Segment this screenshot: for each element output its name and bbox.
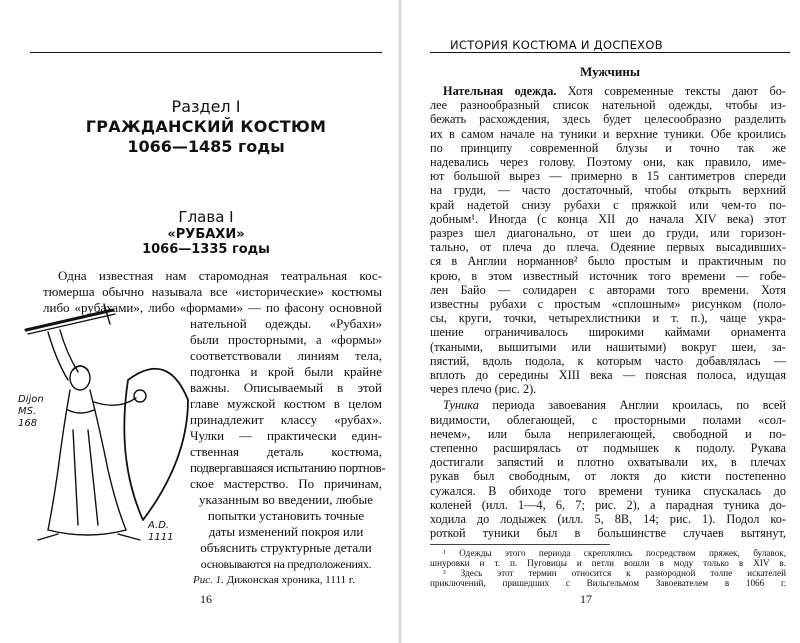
body-line: ходила до лодыжек (илл. 5, 8B, 14; рис. 1). Подол ко- — [430, 512, 786, 526]
figure-signature-bottom: A.D. 1111 — [148, 520, 174, 543]
body-line: даты изменений покроя или — [208, 524, 364, 539]
chapter-title: «РУБАХИ» — [167, 227, 245, 242]
body-line: Чулки — практически един- — [190, 428, 382, 443]
body-line: на груди, — часто достаточный, чтобы открыть верхний — [430, 183, 786, 198]
body-line: лее разнообразный список нательной одежды, чтобы из- — [430, 98, 786, 113]
body-line: главе мужской костюм в целом — [190, 396, 382, 411]
body-line: сужался. В обиходе того времени туника спускалась до — [430, 483, 786, 498]
body-line: известны рубахи с простым «сплошным» рисунком (поло- — [430, 297, 786, 311]
body-line: либо «рубахами», либо «формами» — по фасону основной — [43, 300, 382, 315]
body-line: принадлежит классу «рубах». — [190, 412, 382, 427]
body-line: соответствовали линиям тела, — [190, 348, 382, 363]
body-line: важны. Описываемый в этой — [190, 380, 382, 395]
body-line: достигали запястий и плотно охватывали их, в плечах — [430, 455, 786, 470]
body-line: подвергавшаяся испытанию портнов- — [190, 460, 386, 475]
body-line: через плечо (рис. 2). — [430, 382, 537, 397]
chapter-years: 1066—1335 годы — [142, 242, 270, 257]
body-line: ское мастерство. По причинам, — [190, 476, 382, 491]
body-line: пястий, вдоль подола, к которым часто добавлялась — — [430, 353, 786, 368]
figure-signature-top: Dijon MS. 168 — [18, 394, 44, 429]
body-line: лен Байо — солидарен с авторами того времени. Хотя — [430, 282, 786, 297]
body-line: Одна известная нам старомодная театральная кос- — [58, 268, 382, 283]
body-line: добным¹. Иногда (с конца XII до начала XIV века) этот — [430, 211, 786, 226]
body-line: ют большой вырез — примерно в 15 сантиметров спереди — [430, 169, 786, 184]
body-line: по принципу современной блузы и точно так же — [430, 140, 786, 155]
body-line: Нательная одежда. Хотя современные тексты дают бо- — [443, 84, 787, 98]
page-number-right: 17 — [580, 592, 592, 607]
lead-term: Нательная одежда. — [443, 84, 557, 98]
figure-caption — [193, 574, 355, 586]
body-line: ся в Англии норманнов² было простым и практичным по — [430, 254, 786, 269]
right-page-rule — [430, 52, 790, 53]
footnote-rule — [430, 544, 610, 545]
body-line: край надетой снизу рубахи с пряжкой или чем-то по- — [430, 197, 786, 212]
body-line: их в самом начале на туники и верхние туники. Обе кроились — [430, 126, 786, 141]
body-line: были просторными, а «формы» — [190, 332, 382, 347]
body-line: разрез шел диагонально, от шеи до груди, или горизон- — [430, 226, 786, 240]
body-line: степенно расширялась от подмышек к подолу. Рукава — [430, 441, 786, 455]
page-number-left: 16 — [200, 592, 212, 607]
body-line: Туника периода завоевания Англии кроилась, по всей — [443, 398, 786, 413]
body-line: роткой туники был в большинстве случаев вытянут, — [430, 526, 786, 541]
section-label: Раздел I — [171, 97, 241, 116]
body-line: вплоть до середины XIII века — поясная полоса, идущая — [430, 368, 786, 382]
body-line: шение ограничивалось широкими каймами орнамента — [430, 325, 786, 340]
running-head: ИСТОРИЯ КОСТЮМА И ДОСПЕХОВ — [450, 38, 663, 52]
body-line: тально, от плеча до плеча. Одеяние первых высадивших- — [430, 240, 786, 255]
body-line: объяснить структурные детали — [200, 540, 372, 555]
section-title: ГРАЖДАНСКИЙ КОСТЮМ — [85, 117, 327, 136]
chapter-label: Глава I — [178, 208, 234, 226]
body-line: основываются на предположениях. — [200, 557, 372, 571]
body-line: крою, в этом известный источник того времени — гобе- — [430, 268, 786, 283]
footnote-line: ² Здесь этот термин относится к разнородной толпе искателей — [443, 568, 786, 579]
body-line: (ткаными, вышитыми или нашитыми) вокруг шеи, за- — [430, 339, 786, 354]
body-line: попытки установить точные — [207, 508, 365, 523]
body-line: рукав был свободным, от локтя до кисти постепенно — [430, 469, 786, 484]
body-line: коленей (илл. 1—4, 6, 7; рис. 2), а парадная туника до- — [430, 497, 786, 512]
body-line: нечем», или была неприлегающей, свободной и по- — [430, 426, 786, 441]
para2-term: Туника — [443, 398, 479, 413]
body-line: указанным во введении, любые — [198, 492, 374, 507]
body-line: нательной одежды. «Рубахи» — [190, 316, 382, 331]
section-years: 1066—1485 годы — [127, 137, 285, 156]
body-line: видимости, облегающей, с просторными полами «сол- — [430, 412, 786, 427]
footnote-line: приключений, пришедших с Вильгельмом Завоевателем в 1066 г. — [430, 578, 786, 589]
caption-label: Рис. 1. — [193, 574, 224, 587]
caption-text: Дижонская хроника, 1111 г. — [226, 574, 355, 587]
footnote-line: шнуровки и т. п. Пуговицы и петли вошли в моду только в XIV в. — [430, 558, 786, 569]
left-page-rule — [30, 52, 382, 53]
body-line: ственная деталь костюма, — [190, 444, 382, 459]
subheading: Мужчины — [580, 64, 640, 79]
body-line: бежать расхождения, здесь будет целесообразно разделить — [430, 112, 786, 127]
body-line: тюмерша обычно называла все «исторические» костюмы — [43, 284, 382, 299]
footnote-line: ¹ Одежды этого периода скреплялись посредством пряжек, булавок, — [443, 548, 786, 559]
body-line: подгонка и крой были крайне — [190, 364, 382, 379]
body-line: сы, круги, точки, четырехлистники и т. п.), чаще укра- — [430, 311, 786, 326]
body-line: надевались через голову. Поэтому они, как правило, име- — [430, 155, 786, 169]
